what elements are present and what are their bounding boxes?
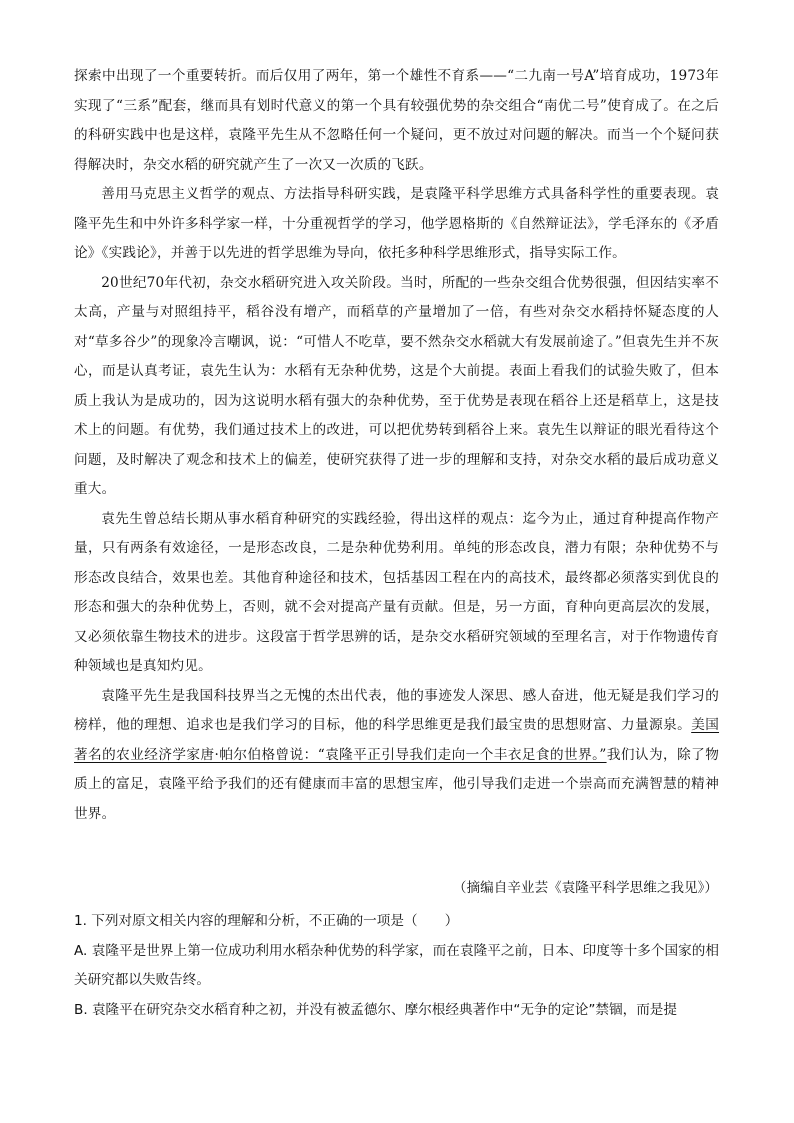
paragraph-5-text-after: 我们认为，除了物质上的富足，袁隆平给予我们的还有健康而丰富的思想宝库，他引导我们走进一个崇高而充满智慧的精神世界。 [74, 746, 719, 822]
paragraph-1: 探索中出现了一个重要转折。而后仅用了两年，第一个雄性不育系——“二九南一号A”培育成功，1973年实现了“三系”配套，继而具有划时代意义的第一个具有较强优势的杂交组合“南优二号”使育成了。在之后的科研实践中也是这样，袁隆平先生从不忽略任何一个疑问，更不放过对问题的解决。而当一个个疑问获得解决时，杂交水稻的研究就产生了一次又一次质的飞跃。 [74, 68, 719, 173]
question-1-option-a: A. 袁隆平是世界上第一位成功利用水稻杂种优势的科学家，而在袁隆平之前，日本、印度等十多个国家的相关研究都以失败告终。 [74, 942, 719, 988]
underlined-quote: 美国著名的农业经济学家唐·帕尔伯格曾说：“袁隆平正引导我们走向一个丰衣足食的世界。” [74, 717, 720, 763]
paragraph-4: 袁先生曾总结长期从事水稻育种研究的实践经验，得出这样的观点：迄今为止，通过育种提高作物产量，只有两条有效途径，一是形态改良，二是杂种优势利用。单纯的形态改良，潜力有限；杂种优势不与形态改良结合，效果也差。其他育种途径和技术，包括基因工程在内的高技术，最终都必须落实到优良的形态和强大的杂种优势上，否则，就不会对提高产量有贡献。但是，另一方面，育种向更高层次的发展，又必须依靠生物技术的进步。这段富于哲学思辨的话，是杂交水稻研究领域的至理名言，对于作物遗传育种领域也是真知灼见。 [74, 510, 719, 674]
paragraph-5 [74, 682, 719, 830]
paragraph-5-text-before: 袁隆平先生是我国科技界当之无愧的杰出代表，他的事迹发人深思、感人奋进，他无疑是我们学习的榜样，他的理想、追求也是我们学习的目标，他的科学思维更是我们最宝贵的思想财富、力量源泉。 [74, 687, 719, 733]
source-citation: （摘编自辛业芸《袁隆平科学思维之我见》） [452, 880, 718, 896]
question-1-stem: 1. 下列对原文相关内容的理解和分析，不正确的一项是（ ） [74, 913, 459, 929]
reading-passage [74, 62, 719, 829]
question-section [74, 907, 719, 1025]
question-1-option-b: B. 袁隆平在研究杂交水稻育种之初，并没有被孟德尔、摩尔根经典著作中“无争的定论”禁锢，而是提 [74, 1001, 677, 1018]
paragraph-3: 20世纪70年代初，杂交水稻研究进入攻关阶段。当时，所配的一些杂交组合优势很强，但因结实率不太高，产量与对照组持平，稻谷没有增产，而稻草的产量增加了一倍，有些对杂交水稻持怀疑态度的人对“草多谷少”的现象冷言嘲讽，说：“可惜人不吃草，要不然杂交水稻就大有发展前途了。”但袁先生并不灰心，而是认真考证，袁先生认为：水稻有无杂种优势，这是个大前提。表面上看我们的试验失败了，但本质上我认为是成功的，因为这说明水稻有强大的杂种优势，至于优势是表现在稻谷上还是稻草上，这是技术上的问题。有优势，我们通过技术上的改进，可以把优势转到稻谷上来。袁先生以辩证的眼光看待这个问题，及时解决了观念和技术上的偏差，使研究获得了进一步的理解和支持，对杂交水稻的最后成功意义重大。 [74, 274, 719, 497]
paragraph-2: 善用马克思主义哲学的观点、方法指导科研实践，是袁隆平科学思维方式具备科学性的重要表现。袁隆平先生和中外许多科学家一样，十分重视哲学的学习，他学恩格斯的《自然辩证法》，学毛泽东的《矛盾论》《实践论》，并善于以先进的哲学思维为导向，依托多种科学思维形式，指导实际工作。 [74, 186, 719, 261]
